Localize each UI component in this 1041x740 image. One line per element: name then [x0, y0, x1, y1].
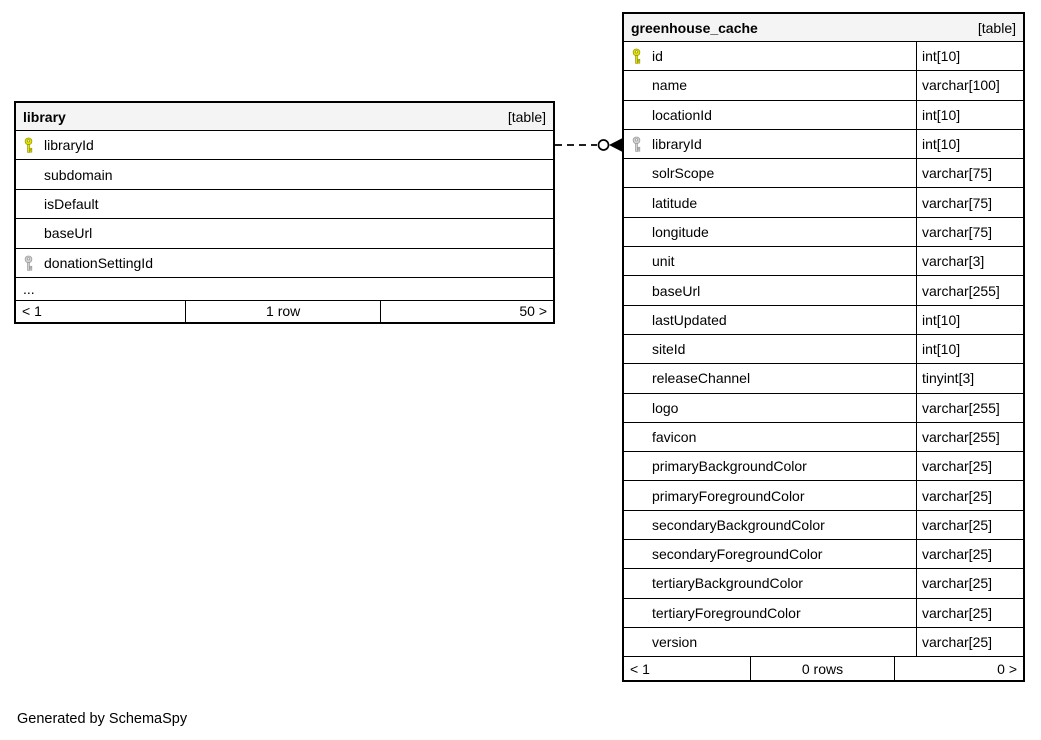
- column-type: varchar[3]: [916, 247, 1023, 275]
- column-type: varchar[25]: [916, 628, 1023, 656]
- row-count: 1 row: [185, 301, 381, 322]
- column-type: varchar[25]: [916, 540, 1023, 568]
- table-row: [624, 247, 1023, 276]
- table-row: [16, 249, 553, 278]
- table-row: [624, 71, 1023, 100]
- table-row: [16, 219, 553, 248]
- table-row: [624, 159, 1023, 188]
- ellipsis-label: ...: [23, 280, 35, 297]
- foreign-key-icon: [23, 254, 34, 271]
- column-type: int[10]: [916, 335, 1023, 363]
- column-name: id: [652, 48, 663, 65]
- column-name: donationSettingId: [44, 254, 153, 271]
- column-name: primaryForegroundColor: [652, 487, 805, 504]
- primary-key-icon: [631, 48, 642, 65]
- column-type: varchar[255]: [916, 423, 1023, 451]
- table-footer: [16, 301, 553, 322]
- table-row: [624, 306, 1023, 335]
- table-row: [624, 540, 1023, 569]
- table-row: [16, 160, 553, 189]
- table-row: [624, 569, 1023, 598]
- table-row: [624, 452, 1023, 481]
- foreign-key-icon: [631, 136, 642, 153]
- table-footer: [624, 657, 1023, 680]
- table-row: [16, 190, 553, 219]
- column-type: varchar[75]: [916, 188, 1023, 216]
- column-name: latitude: [652, 194, 698, 211]
- generated-by-label: Generated by SchemaSpy: [17, 711, 188, 727]
- table-row: [624, 218, 1023, 247]
- table-row: [624, 628, 1023, 657]
- table-row: [624, 394, 1023, 423]
- column-type: tinyint[3]: [916, 364, 1023, 392]
- column-name: solrScope: [652, 165, 715, 182]
- column-name: locationId: [652, 106, 712, 123]
- column-name: secondaryBackgroundColor: [652, 516, 825, 533]
- column-name: unit: [652, 253, 675, 270]
- table-row: [624, 511, 1023, 540]
- column-type: int[10]: [916, 130, 1023, 158]
- table-title[interactable]: library: [23, 108, 66, 125]
- column-name: subdomain: [44, 166, 113, 183]
- parents-indicator: < 1: [22, 303, 42, 320]
- column-name: baseUrl: [44, 225, 93, 242]
- row-count: 0 rows: [750, 657, 896, 680]
- table-row: [624, 423, 1023, 452]
- column-type: int[10]: [916, 42, 1023, 70]
- column-name: tertiaryForegroundColor: [652, 604, 801, 621]
- column-name: libraryId: [652, 136, 702, 153]
- table-row: [624, 276, 1023, 305]
- column-name: siteId: [652, 341, 686, 358]
- column-name: baseUrl: [652, 282, 701, 299]
- many-arrowhead-icon: [609, 138, 623, 152]
- column-name: logo: [652, 399, 679, 416]
- children-indicator: 0 >: [997, 660, 1017, 677]
- table-row: [624, 188, 1023, 217]
- column-name: libraryId: [44, 137, 94, 154]
- column-name: version: [652, 634, 698, 651]
- column-type: varchar[75]: [916, 218, 1023, 246]
- column-type: varchar[25]: [916, 481, 1023, 509]
- column-type: int[10]: [916, 306, 1023, 334]
- column-type: varchar[100]: [916, 71, 1023, 99]
- table-node-library[interactable]: [14, 101, 555, 324]
- table-row: [624, 335, 1023, 364]
- column-type: varchar[75]: [916, 159, 1023, 187]
- table-node-greenhouse-cache[interactable]: [622, 12, 1025, 682]
- column-name: secondaryForegroundColor: [652, 546, 823, 563]
- relationship-connector: [553, 131, 625, 159]
- table-row: [624, 101, 1023, 130]
- parents-indicator: < 1: [630, 660, 650, 677]
- table-row: [624, 42, 1023, 71]
- table-row: [624, 599, 1023, 628]
- more-columns-row: [16, 278, 553, 301]
- column-name: longitude: [652, 223, 709, 240]
- column-name: name: [652, 77, 688, 94]
- column-type: varchar[25]: [916, 569, 1023, 597]
- column-name: releaseChannel: [652, 370, 751, 387]
- column-name: tertiaryBackgroundColor: [652, 575, 803, 592]
- column-name: primaryBackgroundColor: [652, 458, 807, 475]
- column-name: favicon: [652, 429, 697, 445]
- column-name: isDefault: [44, 195, 99, 212]
- primary-key-icon: [23, 137, 34, 154]
- zero-cardinality-circle-icon: [599, 140, 609, 150]
- table-header[interactable]: [16, 103, 553, 131]
- column-type: varchar[25]: [916, 452, 1023, 480]
- column-type: int[10]: [916, 101, 1023, 129]
- table-title[interactable]: greenhouse_cache: [631, 19, 758, 36]
- column-type: varchar[25]: [916, 511, 1023, 539]
- table-row: [624, 481, 1023, 510]
- column-type: varchar[25]: [916, 599, 1023, 627]
- column-type: varchar[255]: [916, 276, 1023, 304]
- column-name: lastUpdated: [652, 311, 727, 328]
- table-type-badge: [table]: [977, 19, 1016, 36]
- table-row: [624, 364, 1023, 393]
- table-row: [16, 131, 553, 160]
- column-type: varchar[255]: [916, 394, 1023, 422]
- table-header[interactable]: [624, 14, 1023, 42]
- table-type-badge: [table]: [507, 108, 546, 125]
- children-indicator: 50 >: [519, 303, 547, 320]
- table-row: [624, 130, 1023, 159]
